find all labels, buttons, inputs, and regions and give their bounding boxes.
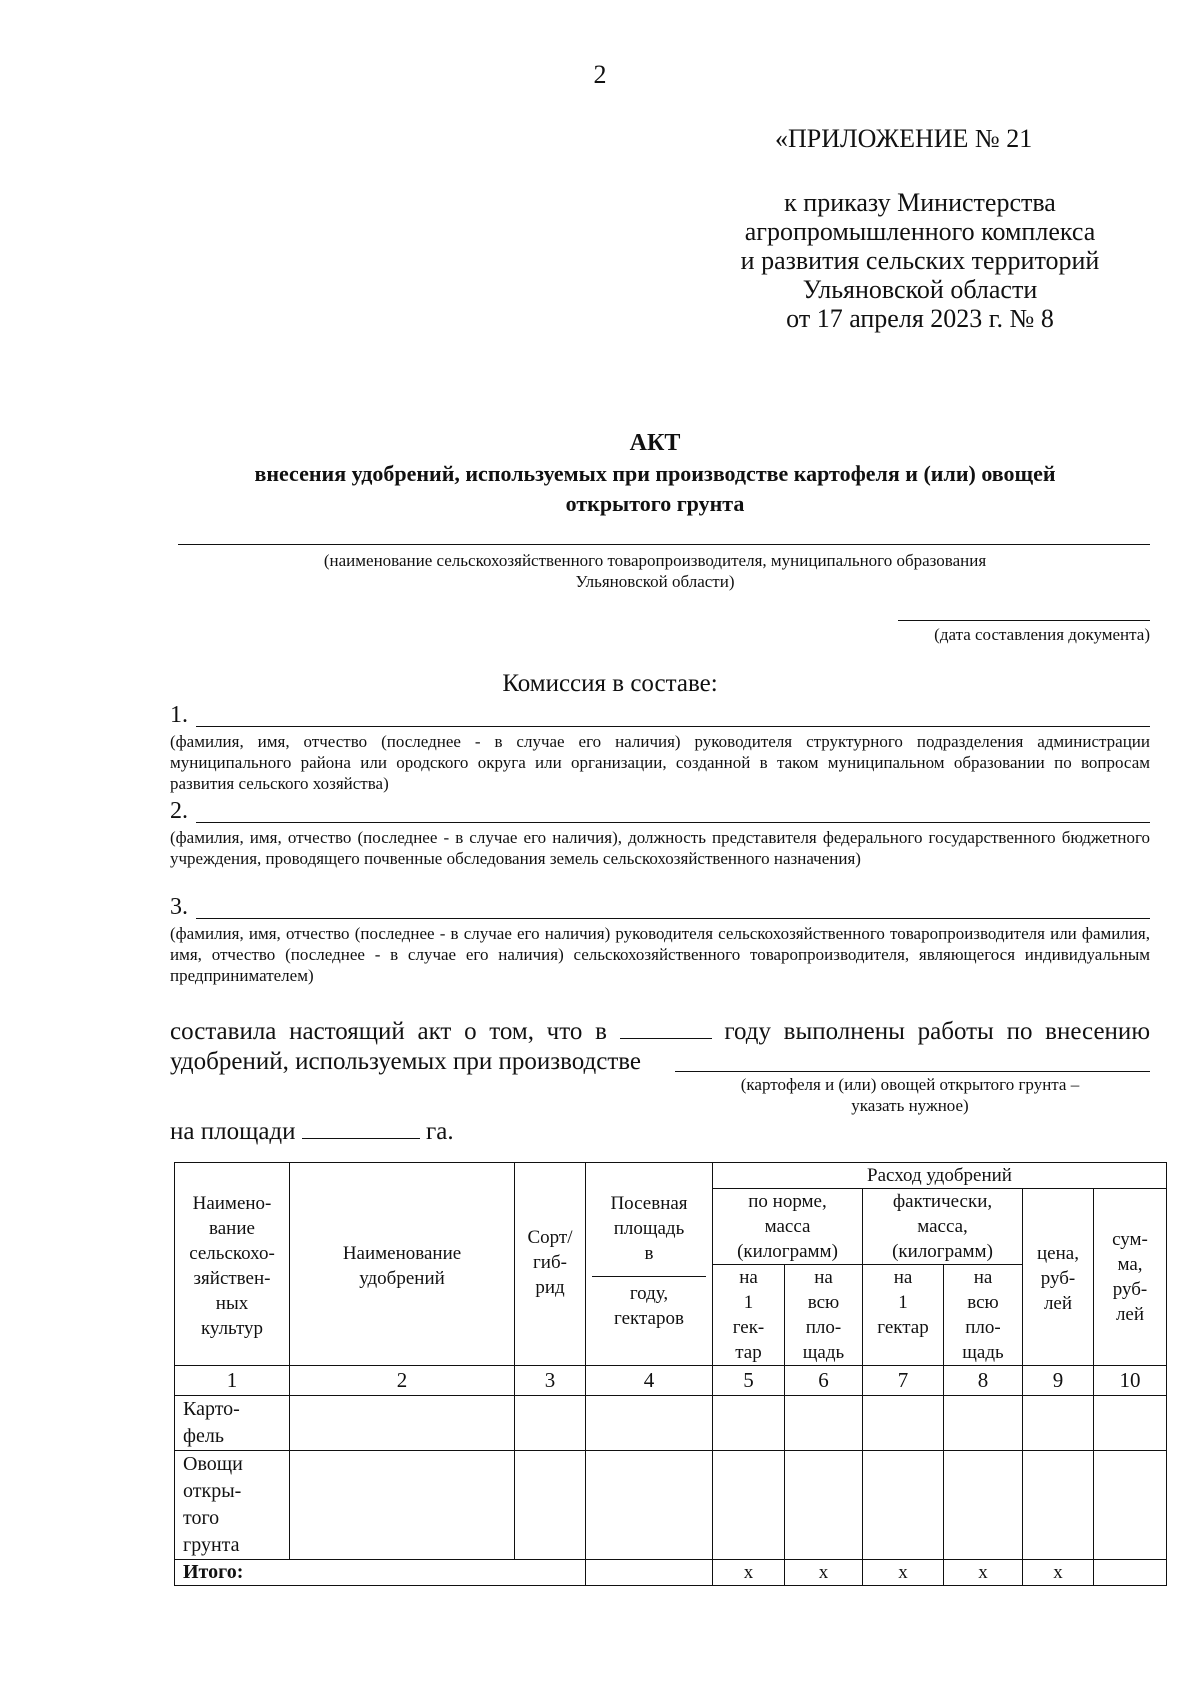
table-cell[interactable] <box>1094 1451 1167 1560</box>
production-note <box>670 1074 1150 1116</box>
sown-area-bottom: году, гектаров <box>614 1283 684 1329</box>
table-cell[interactable] <box>586 1560 713 1586</box>
header-fertilizer: Наименование удобрений <box>290 1163 515 1366</box>
act-text-part: составила настоящий акт о том, что в <box>170 1018 607 1045</box>
order-line: и развития сельских территорий <box>740 246 1100 275</box>
total-label: Итого: <box>175 1560 586 1586</box>
table-cell[interactable] <box>713 1396 785 1451</box>
header-norm-per-hectare: на 1 гек- тар <box>713 1265 785 1366</box>
table-cell[interactable] <box>586 1451 713 1560</box>
header-price: цена, руб- лей <box>1023 1189 1094 1366</box>
column-number: 2 <box>290 1366 515 1396</box>
column-number: 7 <box>863 1366 944 1396</box>
act-text-part: году выполнены работы по внесению <box>724 1018 1150 1045</box>
total-row <box>175 1560 1167 1586</box>
commission-title: Комиссия в составе: <box>502 670 718 697</box>
header-norm-whole-area: на всю пло- щадь <box>785 1265 863 1366</box>
member-name-line <box>196 918 1150 919</box>
total-mark: x <box>1023 1560 1094 1586</box>
header-actual: фактически, масса, (килограмм) <box>863 1189 1023 1265</box>
header-fertilizer-use: Расход удобрений <box>713 1163 1167 1189</box>
table-cell[interactable] <box>944 1396 1023 1451</box>
table-cell[interactable] <box>290 1396 515 1451</box>
title-line: открытого грунта <box>565 491 745 516</box>
caption-line: указать нужное) <box>851 1096 969 1115</box>
member-number: 2. <box>170 798 188 824</box>
area-blank <box>302 1114 420 1139</box>
date-caption: (дата составления документа) <box>934 625 1150 644</box>
header-sum: сум- ма, руб- лей <box>1094 1189 1167 1366</box>
total-mark: x <box>944 1560 1023 1586</box>
document-title <box>160 428 1150 519</box>
table-cell[interactable] <box>785 1396 863 1451</box>
column-number-row <box>175 1366 1167 1396</box>
table-cell[interactable] <box>290 1451 515 1560</box>
header-sown-area <box>586 1163 713 1366</box>
total-mark: x <box>713 1560 785 1586</box>
order-line: агропромышленного комплекса <box>744 217 1096 246</box>
column-number: 6 <box>785 1366 863 1396</box>
column-number: 10 <box>1094 1366 1167 1396</box>
caption-line: (наименование сельскохозяйственного товаропроизводителя, муниципального образования <box>323 551 987 570</box>
column-number: 4 <box>586 1366 713 1396</box>
table-cell[interactable] <box>586 1396 713 1451</box>
total-mark: x <box>863 1560 944 1586</box>
header-actual-per-hectare: на 1 гектар <box>863 1265 944 1366</box>
title-line: внесения удобрений, используемых при производстве картофеля и (или) овощей <box>254 461 1056 486</box>
table-cell[interactable] <box>515 1451 586 1560</box>
order-line: Ульяновской области <box>802 275 1038 304</box>
fertilizer-table <box>174 1162 1167 1586</box>
title-main: АКТ <box>629 430 681 456</box>
table-cell[interactable] <box>515 1396 586 1451</box>
act-text-part: удобрений, используемых при производстве <box>170 1048 642 1075</box>
header-actual-whole-area: на всю пло- щадь <box>944 1265 1023 1366</box>
column-number: 5 <box>713 1366 785 1396</box>
member-caption: (фамилия, имя, отчество (последнее - в случае его наличия), должность представителя федерального государственного бюджетного учреждения, проводящего почвенные обследования земель сельскохозяйственного назначения) <box>170 828 1150 868</box>
caption-line: (картофеля и (или) овощей открытого грунта – <box>740 1075 1080 1094</box>
table-cell[interactable] <box>863 1451 944 1560</box>
table-cell[interactable] <box>944 1451 1023 1560</box>
table-cell[interactable] <box>785 1451 863 1560</box>
act-statement-line <box>170 1046 641 1078</box>
date-line <box>898 620 1150 621</box>
area-line <box>170 1114 454 1146</box>
table-cell[interactable] <box>1094 1396 1167 1451</box>
column-number: 9 <box>1023 1366 1094 1396</box>
column-number: 1 <box>175 1366 290 1396</box>
header-norm: по норме, масса (килограмм) <box>713 1189 863 1265</box>
header-crop: Наимено- вание сельскохо- зяйствен- ных культур <box>175 1163 290 1366</box>
table-cell[interactable] <box>863 1396 944 1451</box>
table-row <box>175 1396 1167 1451</box>
member-caption: (фамилия, имя, отчество (последнее - в случае его наличия) руководителя сельскохозяйственного товаропроизводителя или фамилия, имя, отчество (последнее - в случае его наличия) сельскохозяйственного товаропроизводителя, являющегося индивидуальным предпринимателем) <box>170 924 1150 985</box>
member-number: 3. <box>170 894 188 920</box>
table-cell[interactable] <box>1094 1560 1167 1586</box>
order-line: от 17 апреля 2023 г. № 8 <box>786 304 1054 333</box>
table-row <box>175 1451 1167 1560</box>
member-number: 1. <box>170 702 188 728</box>
area-suffix: га. <box>426 1118 454 1145</box>
table-cell[interactable] <box>1023 1451 1094 1560</box>
year-blank <box>620 1014 712 1039</box>
member-caption: (фамилия, имя, отчество (последнее - в случае его наличия) руководителя структурного подразделения администрации муниципального района или ородского округа или организации, созданной в таком муниципальном образовании по вопросам развития сельского хозяйства) <box>170 732 1150 793</box>
total-mark: x <box>785 1560 863 1586</box>
table-cell[interactable] <box>713 1451 785 1560</box>
producer-name-line <box>178 544 1150 545</box>
row-label-vegetables: Овощи откры- того грунта <box>175 1451 290 1560</box>
sown-area-top: Посевная площадь в <box>592 1191 706 1277</box>
appendix-heading: «ПРИЛОЖЕНИЕ № 21 <box>775 124 1033 153</box>
table-cell[interactable] <box>1023 1396 1094 1451</box>
page-number: 2 <box>593 60 607 89</box>
area-prefix: на площади <box>170 1118 296 1145</box>
member-name-line <box>196 822 1150 823</box>
column-number: 3 <box>515 1366 586 1396</box>
act-statement-line <box>170 1014 1150 1048</box>
member-name-line <box>196 726 1150 727</box>
row-label-potato: Карто- фель <box>175 1396 290 1451</box>
order-line: к приказу Министерства <box>784 188 1056 217</box>
production-type-line <box>675 1071 1150 1072</box>
producer-caption <box>160 550 1150 592</box>
caption-line: Ульяновской области) <box>575 572 735 591</box>
order-reference <box>700 188 1140 333</box>
header-variety: Сорт/ гиб- рид <box>515 1163 586 1366</box>
column-number: 8 <box>944 1366 1023 1396</box>
